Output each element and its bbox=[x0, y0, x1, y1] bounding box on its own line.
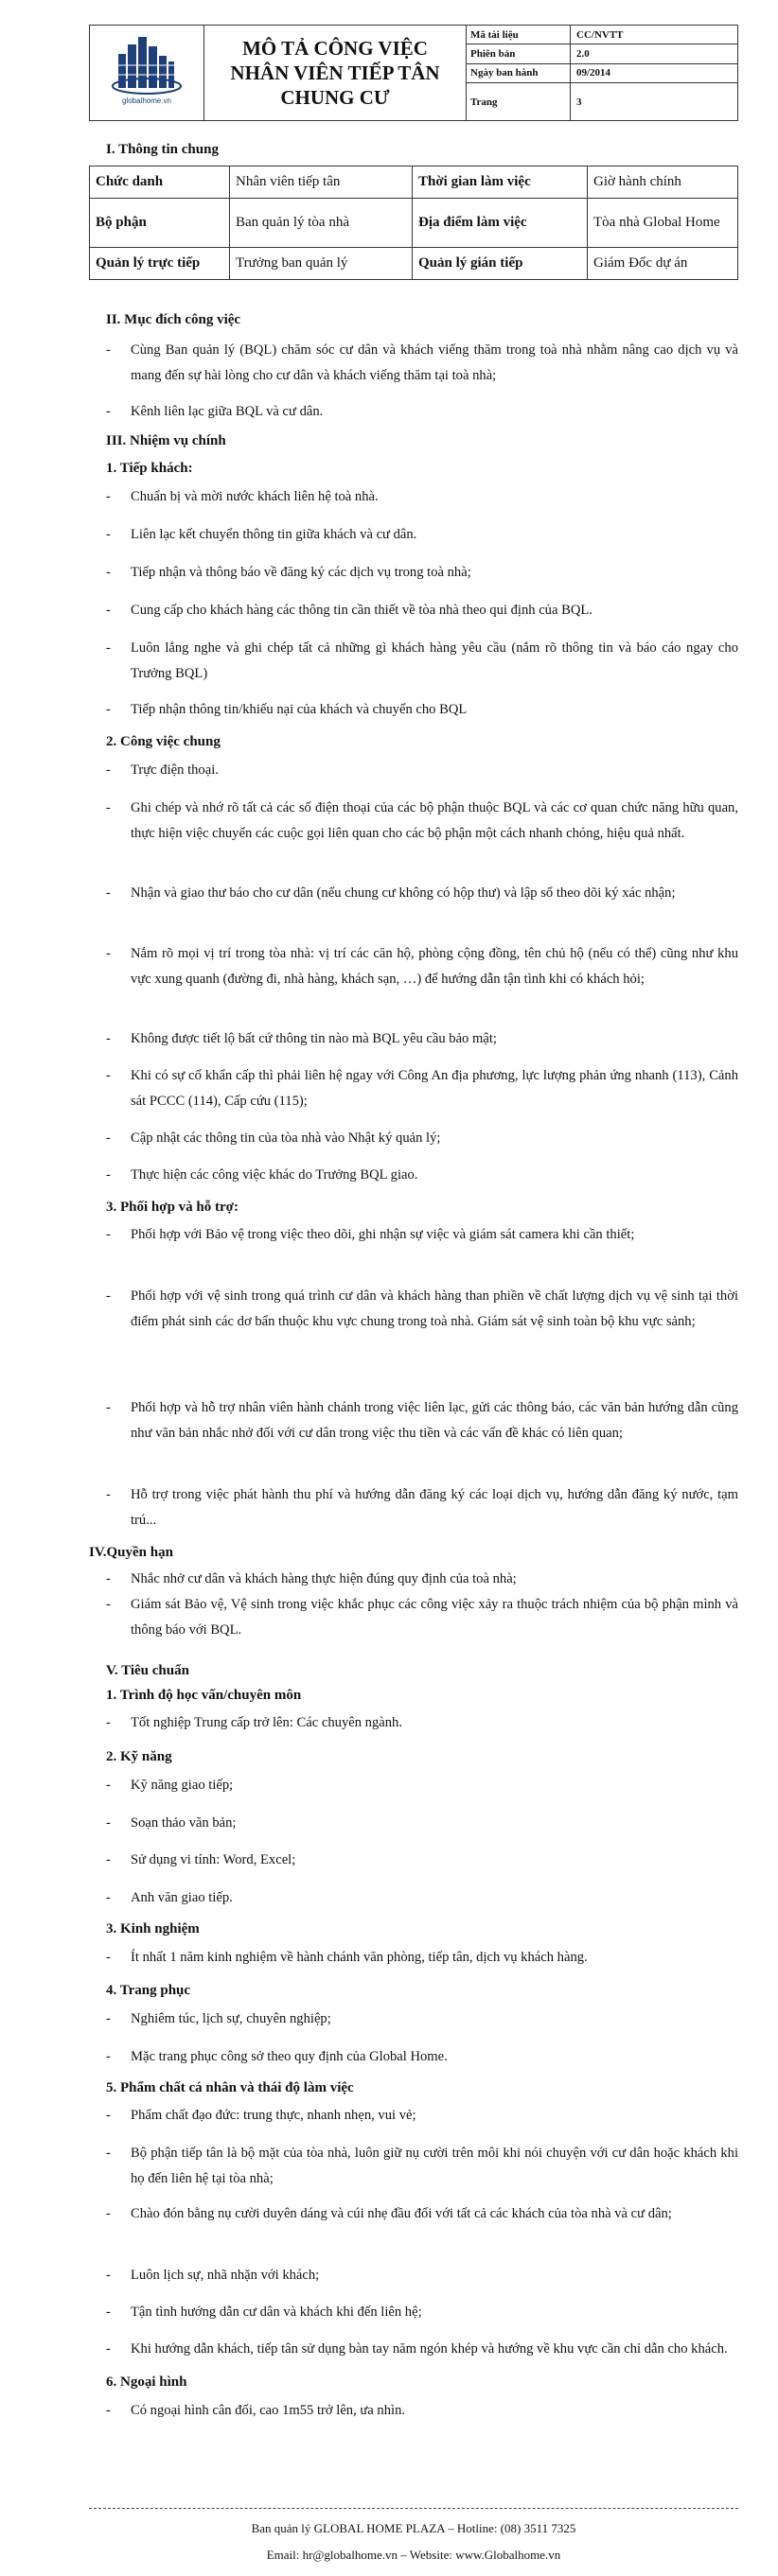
list-item: - Soạn thảo văn bản; bbox=[106, 1811, 738, 1836]
list-item: - Tiếp nhận thông tin/khiếu nại của khách và chuyển cho BQL bbox=[106, 697, 738, 723]
meta-value: CC/NVTT bbox=[571, 26, 738, 44]
list-item: - Cung cấp cho khách hàng các thông tin cần thiết về tòa nhà theo qui định của BQL. bbox=[106, 598, 738, 623]
list-item: - Sử dụng vi tính: Word, Excel; bbox=[106, 1848, 738, 1873]
list-item-text: Phối hợp với vệ sinh trong quá trình cư dân và khách hàng than phiền về chất lượng dịch vụ vệ sinh tại thời điểm phát sinh các dơ bẩn thuộc khu vực chung trong toà nhà. Giám sát vệ sinh toàn bộ khu vực sảnh; bbox=[131, 1288, 738, 1329]
table-cell: Nhân viên tiếp tân bbox=[230, 166, 413, 199]
table-row bbox=[90, 166, 738, 199]
footer-divider bbox=[89, 2508, 738, 2509]
list-item-text: Cung cấp cho khách hàng các thông tin cần thiết về tòa nhà theo qui định của BQL. bbox=[131, 603, 592, 618]
list-item-text: Luôn lịch sự, nhã nhặn với khách; bbox=[131, 2268, 320, 2283]
list-item: - Tiếp nhận và thông báo về đăng ký các dịch vụ trong toà nhà; bbox=[106, 560, 738, 586]
document-header bbox=[89, 25, 738, 121]
section-4-title: IV.Quyền hạn bbox=[89, 1545, 173, 1560]
meta-value: 09/2014 bbox=[571, 63, 738, 82]
table-row bbox=[90, 248, 738, 280]
table-cell: Quản lý trực tiếp bbox=[90, 248, 230, 280]
list-item-text: Sử dụng vi tính: Word, Excel; bbox=[131, 1852, 296, 1867]
list-item-text: Ghi chép và nhớ rõ tất cả các số điện thoại của các bộ phận thuộc BQL và các cơ quan chức năng hữu quan, thực hiện việc chuyển các cuộc gọi liên quan cho các bộ phận một cách nhanh chóng, hiệu quả nhất. bbox=[131, 800, 738, 841]
list-item: - Kênh liên lạc giữa BQL và cư dân. bbox=[106, 399, 738, 425]
table-cell: Chức danh bbox=[90, 166, 230, 199]
table-cell: Trưởng ban quản lý bbox=[230, 248, 413, 280]
list-item: - Nắm rõ mọi vị trí trong tòa nhà: vị trí các căn hộ, phòng cộng đồng, tên chủ hộ (nếu có thể) cũng như khu vực xung quanh (đường đi, nhà hàng, khách sạn, …) để hướng dẫn tận tình khi có khách hỏi; bbox=[106, 941, 738, 992]
list-item: - Phối hợp với vệ sinh trong quá trình cư dân và khách hàng than phiền về chất lượng dịch vụ vệ sinh tại thời điểm phát sinh các dơ bẩn thuộc khu vực chung trong toà nhà. Giám sát vệ sinh toàn bộ khu vực sảnh; bbox=[106, 1284, 738, 1335]
list-item: - Bộ phận tiếp tân là bộ mặt của tòa nhà, luôn giữ nụ cười trên môi khi nói chuyện với cư dân hoặc khách khi họ đến liên hệ tại tòa nhà; bbox=[106, 2141, 738, 2192]
list-item-text: Không được tiết lộ bất cứ thông tin nào mà BQL yêu cầu bảo mật; bbox=[131, 1031, 497, 1046]
meta-label: Phiên bản bbox=[467, 44, 571, 63]
table-cell: Thời gian làm việc bbox=[413, 166, 588, 199]
list-item-text: Anh văn giao tiếp. bbox=[131, 1890, 233, 1905]
list-item-text: Khi có sự cố khẩn cấp thì phải liên hệ ngay với Công An địa phương, lực lượng phản ứng nhanh (113), Cảnh sát PCCC (114), Cấp cứu (115); bbox=[131, 1068, 738, 1109]
meta-value: 3 bbox=[571, 83, 738, 121]
list-item: - Cùng Ban quản lý (BQL) chăm sóc cư dân và khách viếng thăm trong toà nhà nhằm nâng cao dịch vụ và mang đến sự hài lòng cho cư dân và khách viếng thăm tại toà nhà; bbox=[106, 338, 738, 389]
list-item-text: Chào đón bằng nụ cười duyên dáng và cúi nhẹ đầu đối với tất cả các khách của tòa nhà và cư dân; bbox=[131, 2206, 672, 2221]
list-item: - Nghiêm túc, lịch sự, chuyên nghiệp; bbox=[106, 2006, 738, 2032]
list-item: - Ghi chép và nhớ rõ tất cả các số điện thoại của các bộ phận thuộc BQL và các cơ quan chức năng hữu quan, thực hiện việc chuyển các cuộc gọi liên quan cho các bộ phận một cách nhanh chóng, hiệu quả nhất. bbox=[106, 796, 738, 847]
footer-line-2: Email: hr@globalhome.vn – Website: www.Globalhome.vn bbox=[266, 2548, 561, 2562]
list-item-text: Trực điện thoại. bbox=[131, 762, 219, 778]
meta-label: Mã tài liệu bbox=[467, 26, 571, 44]
list-item: - Ít nhất 1 năm kinh nghiệm về hành chánh văn phòng, tiếp tân, dịch vụ khách hàng. bbox=[106, 1945, 738, 1971]
meta-label: Ngày ban hành bbox=[467, 63, 571, 82]
section-3-title: III. Nhiệm vụ chính bbox=[106, 433, 226, 448]
table-cell: Giám Đốc dự án bbox=[588, 248, 738, 280]
section-1-title: I. Thông tin chung bbox=[106, 142, 219, 157]
list-item: - Thực hiện các công việc khác do Trưởng BQL giao. bbox=[106, 1163, 738, 1188]
list-item-text: Nhắc nhở cư dân và khách hàng thực hiện đúng quy định của toà nhà; bbox=[131, 1571, 517, 1586]
list-item: - Phối hợp với Bảo vệ trong việc theo dõi, ghi nhận sự việc và giám sát camera khi cần thiết; bbox=[106, 1222, 738, 1248]
section-5-title: V. Tiêu chuẩn bbox=[106, 1663, 189, 1678]
list-item-text: Kênh liên lạc giữa BQL và cư dân. bbox=[131, 404, 324, 419]
list-item: - Chào đón bằng nụ cười duyên dáng và cúi nhẹ đầu đối với tất cả các khách của tòa nhà và cư dân; bbox=[106, 2201, 738, 2227]
list-item-text: Cùng Ban quản lý (BQL) chăm sóc cư dân và khách viếng thăm trong toà nhà nhằm nâng cao dịch vụ và mang đến sự hài lòng cho cư dân và khách viếng thăm tại toà nhà; bbox=[131, 342, 738, 383]
list-item: - Có ngoại hình cân đối, cao 1m55 trở lên, ưa nhìn. bbox=[106, 2398, 738, 2424]
section-5-sub-5-title: 5. Phẩm chất cá nhân và thái độ làm việc bbox=[106, 2080, 354, 2095]
table-cell: Quản lý gián tiếp bbox=[413, 248, 588, 280]
list-item-text: Nghiêm túc, lịch sự, chuyên nghiệp; bbox=[131, 2011, 331, 2026]
general-info-table bbox=[89, 166, 738, 280]
table-row bbox=[90, 199, 738, 248]
list-item-text: Tiếp nhận và thông báo về đăng ký các dịch vụ trong toà nhà; bbox=[131, 565, 471, 580]
list-item-text: Phẩm chất đạo đức: trung thực, nhanh nhẹn, vui vẻ; bbox=[131, 2108, 416, 2123]
title-line-1: MÔ TẢ CÔNG VIỆC bbox=[242, 37, 428, 60]
list-item-text: Tiếp nhận thông tin/khiếu nại của khách và chuyển cho BQL bbox=[131, 702, 468, 717]
list-item-text: Mặc trang phục công sở theo quy định của Global Home. bbox=[131, 2049, 448, 2064]
list-item-text: Chuẩn bị và mời nước khách liên hệ toà nhà. bbox=[131, 489, 379, 504]
logo-text: globalhome.vn bbox=[121, 96, 172, 105]
list-item-text: Luôn lắng nghe và ghi chép tất cả những gì khách hàng yêu cầu (nắm rõ thông tin và báo cáo ngay cho Trưởng BQL) bbox=[131, 640, 738, 681]
list-item: - Luôn lịch sự, nhã nhặn với khách; bbox=[106, 2263, 738, 2288]
section-2-title: II. Mục đích công việc bbox=[106, 312, 241, 327]
list-item: - Luôn lắng nghe và ghi chép tất cả những gì khách hàng yêu cầu (nắm rõ thông tin và báo cáo ngay cho Trưởng BQL) bbox=[106, 636, 738, 687]
footer-line-1: Ban quản lý GLOBAL HOME PLAZA – Hotline: (08) 3511 7325 bbox=[251, 2521, 576, 2535]
list-item: - Cập nhật các thông tin của tòa nhà vào Nhật ký quản lý; bbox=[106, 1126, 738, 1151]
list-item: - Chuẩn bị và mời nước khách liên hệ toà nhà. bbox=[106, 484, 738, 510]
section-5-sub-3-title: 3. Kinh nghiệm bbox=[106, 1921, 200, 1936]
list-item: - Khi hướng dẫn khách, tiếp tân sử dụng bàn tay năm ngón khép và hướng về khu vực cần chỉ dẫn cho khách. bbox=[106, 2337, 738, 2362]
table-cell: Địa điểm làm việc bbox=[413, 199, 588, 248]
list-item: - Phẩm chất đạo đức: trung thực, nhanh nhẹn, vui vẻ; bbox=[106, 2103, 738, 2129]
list-item: - Mặc trang phục công sở theo quy định của Global Home. bbox=[106, 2044, 738, 2070]
title-line-2: NHÂN VIÊN TIẾP TÂN bbox=[230, 61, 440, 84]
list-item-text: Tốt nghiệp Trung cấp trở lên: Các chuyên ngành. bbox=[131, 1715, 402, 1730]
list-item-text: Hỗ trợ trong việc phát hành thu phí và hướng dẫn đăng ký các loại dịch vụ, hướng dẫn đăng ký nước, tạm trú... bbox=[131, 1487, 738, 1528]
document-title bbox=[204, 26, 467, 121]
section-3-sub-3-title: 3. Phối hợp và hỗ trợ: bbox=[106, 1200, 239, 1215]
list-item-text: Thực hiện các công việc khác do Trưởng BQL giao. bbox=[131, 1167, 418, 1183]
table-cell: Ban quản lý tòa nhà bbox=[230, 199, 413, 248]
list-item-text: Soạn thảo văn bản; bbox=[131, 1815, 237, 1831]
list-item-text: Phối hợp và hỗ trợ nhân viên hành chánh trong việc liên lạc, gửi các thông báo, các văn bản hướng dẫn cũng như văn bản nhắc nhở đối với cư dân trong việc thu tiền và các vấn đề khác có liên quan; bbox=[131, 1400, 738, 1441]
list-item-text: Phối hợp với Bảo vệ trong việc theo dõi, ghi nhận sự việc và giám sát camera khi cần thiết; bbox=[131, 1227, 635, 1242]
list-item-text: Giám sát Bảo vệ, Vệ sinh trong việc khắc phục các công việc xảy ra thuộc trách nhiệm của bộ phận mình và thông báo với BQL. bbox=[131, 1597, 738, 1638]
list-item: - Hỗ trợ trong việc phát hành thu phí và hướng dẫn đăng ký các loại dịch vụ, hướng dẫn đăng ký nước, tạm trú... bbox=[106, 1482, 738, 1533]
list-item-text: Nhận và giao thư báo cho cư dân (nếu chung cư không có hộp thư) và lập sổ theo dõi ký xác nhận; bbox=[131, 885, 676, 901]
table-cell: Bộ phận bbox=[90, 199, 230, 248]
title-line-3: CHUNG CƯ bbox=[280, 86, 390, 109]
list-item-text: Kỹ năng giao tiếp; bbox=[131, 1778, 234, 1793]
list-item: - Tận tình hướng dẫn cư dân và khách khi đến liên hệ; bbox=[106, 2300, 738, 2325]
list-item-text: Bộ phận tiếp tân là bộ mặt của tòa nhà, luôn giữ nụ cười trên môi khi nói chuyện với cư dân hoặc khách khi họ đến liên hệ tại tòa nhà; bbox=[131, 2146, 738, 2186]
list-item-text: Nắm rõ mọi vị trí trong tòa nhà: vị trí các căn hộ, phòng cộng đồng, tên chủ hộ (nếu có thể) cũng như khu vực xung quanh (đường đi, nhà hàng, khách sạn, …) để hướng dẫn tận tình khi có khách hỏi; bbox=[131, 946, 738, 987]
list-item-text: Khi hướng dẫn khách, tiếp tân sử dụng bàn tay năm ngón khép và hướng về khu vực cần chỉ dẫn cho khách. bbox=[131, 2341, 728, 2357]
company-logo-icon bbox=[99, 33, 194, 109]
list-item: - Liên lạc kết chuyển thông tin giữa khách và cư dân. bbox=[106, 522, 738, 548]
section-5-sub-6-title: 6. Ngoại hình bbox=[106, 2374, 187, 2390]
section-5-sub-2-title: 2. Kỹ năng bbox=[106, 1749, 172, 1764]
meta-label: Trang bbox=[467, 83, 571, 121]
list-item: - Trực điện thoại. bbox=[106, 758, 738, 783]
table-cell: Tòa nhà Global Home bbox=[588, 199, 738, 248]
list-item-text: Tận tình hướng dẫn cư dân và khách khi đến liên hệ; bbox=[131, 2304, 422, 2320]
list-item-text: Liên lạc kết chuyển thông tin giữa khách và cư dân. bbox=[131, 527, 417, 542]
list-item: - Không được tiết lộ bất cứ thông tin nào mà BQL yêu cầu bảo mật; bbox=[106, 1026, 738, 1052]
section-5-sub-1-title: 1. Trình độ học vấn/chuyên môn bbox=[106, 1688, 302, 1703]
list-item-text: Cập nhật các thông tin của tòa nhà vào Nhật ký quản lý; bbox=[131, 1130, 441, 1146]
section-3-sub-2-title: 2. Công việc chung bbox=[106, 734, 221, 749]
list-item: - Nhắc nhở cư dân và khách hàng thực hiện đúng quy định của toà nhà; bbox=[106, 1567, 738, 1592]
list-item-text: Có ngoại hình cân đối, cao 1m55 trở lên, ưa nhìn. bbox=[131, 2403, 406, 2418]
table-cell: Giờ hành chính bbox=[588, 166, 738, 199]
list-item: - Giám sát Bảo vệ, Vệ sinh trong việc khắc phục các công việc xảy ra thuộc trách nhiệm của bộ phận mình và thông báo với BQL. bbox=[106, 1592, 738, 1643]
list-item: - Anh văn giao tiếp. bbox=[106, 1885, 738, 1911]
meta-value: 2.0 bbox=[571, 44, 738, 63]
list-item: - Phối hợp và hỗ trợ nhân viên hành chánh trong việc liên lạc, gửi các thông báo, các văn bản hướng dẫn cũng như văn bản nhắc nhở đối với cư dân trong việc thu tiền và các vấn đề khác có liên quan; bbox=[106, 1395, 738, 1446]
list-item: - Nhận và giao thư báo cho cư dân (nếu chung cư không có hộp thư) và lập sổ theo dõi ký xác nhận; bbox=[106, 881, 738, 906]
logo-cell bbox=[90, 26, 204, 121]
section-5-sub-4-title: 4. Trang phục bbox=[106, 1983, 191, 1998]
list-item: - Khi có sự cố khẩn cấp thì phải liên hệ ngay với Công An địa phương, lực lượng phản ứng nhanh (113), Cảnh sát PCCC (114), Cấp cứu (115); bbox=[106, 1063, 738, 1114]
list-item: - Tốt nghiệp Trung cấp trở lên: Các chuyên ngành. bbox=[106, 1710, 738, 1736]
list-item: - Kỹ năng giao tiếp; bbox=[106, 1773, 738, 1798]
list-item-text: Ít nhất 1 năm kinh nghiệm về hành chánh văn phòng, tiếp tân, dịch vụ khách hàng. bbox=[131, 1950, 588, 1965]
section-3-sub-1-title: 1. Tiếp khách: bbox=[106, 461, 193, 476]
